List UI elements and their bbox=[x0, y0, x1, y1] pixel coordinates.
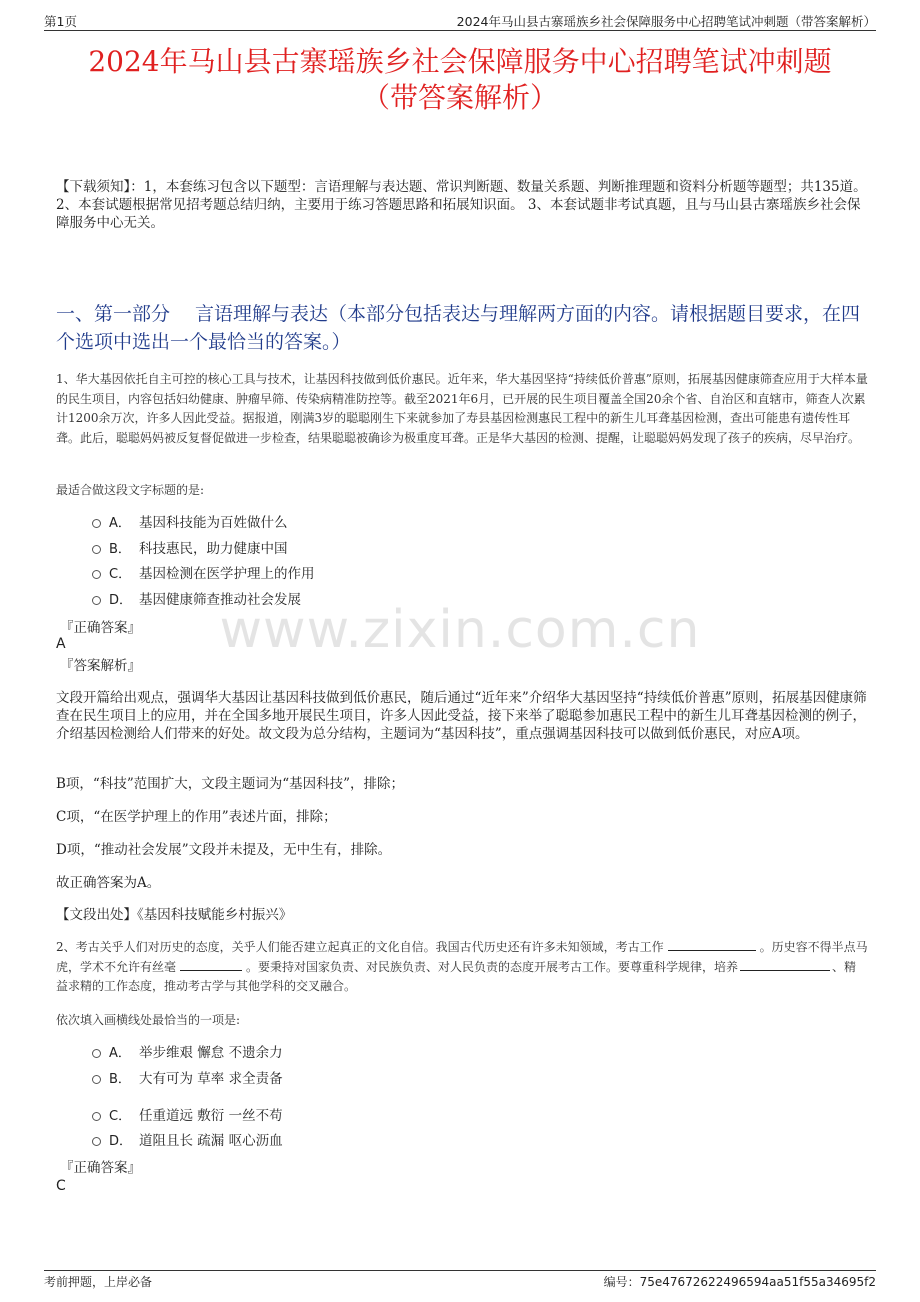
option-text: 科技惠民，助力健康中国 bbox=[139, 541, 288, 557]
q2-answer: C bbox=[56, 1178, 66, 1194]
option-text: 道阻且长 疏漏 呕心沥血 bbox=[139, 1133, 283, 1149]
option-letter: B． bbox=[109, 542, 131, 557]
question-2-prompt: 依次填入画横线处最恰当的一项是: bbox=[56, 1013, 241, 1027]
section-heading: 一、第一部分 言语理解与表达（本部分包括表达与理解两方面的内容。请根据题目要求，在四个选项中选出一个最恰当的答案。） bbox=[56, 303, 861, 353]
page-number: 第1页 bbox=[44, 14, 77, 29]
footer-doc-id: 编号：75e47672622496594aa51f55a34695f2 bbox=[603, 1275, 876, 1289]
q1-analysis-label: 『答案解析』 bbox=[60, 658, 141, 674]
q1-option-a[interactable] bbox=[92, 513, 288, 534]
q1-answer-label: 『正确答案』 bbox=[60, 620, 141, 636]
question-1-prompt: 最适合做这段文字标题的是: bbox=[56, 483, 205, 497]
footer-slogan: 考前押题，上岸必备 bbox=[44, 1275, 153, 1289]
q2-option-d[interactable] bbox=[92, 1131, 283, 1152]
q2-option-a[interactable] bbox=[92, 1043, 283, 1064]
fill-blank-2 bbox=[180, 958, 242, 971]
option-letter: D． bbox=[109, 1134, 133, 1149]
radio-icon[interactable] bbox=[92, 1075, 101, 1084]
radio-icon[interactable] bbox=[92, 1137, 101, 1146]
question-1-stem: 1、华大基因依托自主可控的核心工具与技术，让基因科技做到低价惠民。近年来，华大基因坚持“持续低价普惠”原则，拓展基因健康筛查应用于大样本量的民生项目，内容包括妇幼健康、肿瘤早筛、传染病精准防控等。截至2021年6月，已开展的民生项目覆盖全国20余个省、自治区和直辖市，筛查人次累计1200余万次，许多人因此受益。据报道，刚满3岁的聪聪刚生下来就参加了寿县基因检测惠民工程中的新生儿耳聋基因检测，查出可能患有遗传性耳聋。此后，聪聪妈妈被反复督促做进一步检查，结果聪聪被确诊为极重度耳聋。正是华大基因的检测、提醒，让聪聪妈妈发现了孩子的疾病，尽早治疗。 bbox=[56, 372, 868, 445]
q1-analysis-paragraph: 文段开篇给出观点，强调华大基因让基因科技做到低价惠民，随后通过“近年来”介绍华大基因坚持“持续低价普惠”原则，拓展基因健康筛查在民生项目上的应用，并在全国多地开展民生项目，许多人因此受益，接下来举了聪聪参加惠民工程中的新生儿耳聋基因检测的例子，介绍基因检测给人们带来的好处。故文段为总分结构，主题词为“基因科技”，重点强调基因科技可以做到低价惠民，对应A项。 bbox=[56, 690, 867, 742]
option-text: 大有可为 草率 求全责备 bbox=[139, 1071, 283, 1087]
q1-analysis-c: C项，“在医学护理上的作用”表述片面，排除； bbox=[56, 809, 337, 825]
option-letter: D． bbox=[109, 593, 133, 608]
fill-blank-3 bbox=[740, 958, 830, 971]
option-letter: A． bbox=[109, 516, 131, 531]
radio-icon[interactable] bbox=[92, 519, 101, 528]
header-doc-title: 2024年马山县古寨瑶族乡社会保障服务中心招聘笔试冲刺题（带答案解析） bbox=[456, 14, 876, 29]
page-footer bbox=[44, 1270, 876, 1289]
watermark: www.zixin.com.cn bbox=[219, 600, 701, 660]
stem-part: 2、考古关乎人们对历史的态度，关乎人们能否建立起真正的文化自信。我国古代历史还有许多未知领域，考古工作 bbox=[56, 940, 664, 954]
q1-analysis-conclusion: 故正确答案为A。 bbox=[56, 875, 161, 891]
option-text: 任重道远 敷衍 一丝不苟 bbox=[139, 1108, 283, 1124]
q1-option-c[interactable] bbox=[92, 564, 315, 585]
option-letter: A． bbox=[109, 1046, 131, 1061]
radio-icon[interactable] bbox=[92, 570, 101, 579]
option-letter: B． bbox=[109, 1072, 131, 1087]
option-letter: C． bbox=[109, 1109, 132, 1124]
title-line-2: （带答案解析） bbox=[361, 81, 558, 114]
q1-analysis-d: D项，“推动社会发展”文段并未提及，无中生有，排除。 bbox=[56, 842, 392, 858]
document-title bbox=[0, 44, 920, 116]
fill-blank-1 bbox=[668, 938, 756, 951]
q1-analysis-b: B项，“科技”范围扩大，文段主题词为“基因科技”，排除； bbox=[56, 776, 405, 792]
radio-icon[interactable] bbox=[92, 545, 101, 554]
radio-icon[interactable] bbox=[92, 1112, 101, 1121]
page-header bbox=[44, 12, 876, 31]
q1-source: 【文段出处】《基因科技赋能乡村振兴》 bbox=[56, 907, 293, 923]
q2-answer-label: 『正确答案』 bbox=[60, 1160, 141, 1176]
q1-option-b[interactable] bbox=[92, 539, 288, 560]
option-letter: C． bbox=[109, 567, 132, 582]
stem-part: 。历史容不得半点马虎，学术不允许有丝毫 bbox=[56, 940, 868, 974]
title-line-1: 2024年马山县古寨瑶族乡社会保障服务中心招聘笔试冲刺题 bbox=[88, 45, 832, 78]
stem-part: 、精益求精的工作态度，推动考古学与其他学科的交叉融合。 bbox=[56, 959, 857, 993]
option-text: 基因健康筛查推动社会发展 bbox=[139, 592, 301, 608]
radio-icon[interactable] bbox=[92, 1049, 101, 1058]
option-text: 举步维艰 懈怠 不遗余力 bbox=[139, 1045, 283, 1061]
q2-option-c[interactable] bbox=[92, 1106, 283, 1127]
stem-part: 。要秉持对国家负责、对民族负责、对人民负责的态度开展考古工作。要尊重科学规律，培养 bbox=[246, 959, 739, 974]
option-text: 基因科技能为百姓做什么 bbox=[139, 515, 288, 531]
option-text: 基因检测在医学护理上的作用 bbox=[139, 566, 315, 582]
download-notice: 【下载须知】：1，本套练习包含以下题型：言语理解与表达题、常识判断题、数量关系题、判断推理题和资料分析题等题型；共135道。 2、本套试题根据常见招考题总结归纳，主要用于练习答题思路和拓展知识面。 3、本套试题非考试真题，且与马山县古寨瑶族乡社会保障服务中心无关。 bbox=[56, 179, 867, 231]
question-2-stem bbox=[56, 938, 868, 997]
q1-answer: A bbox=[56, 636, 66, 652]
q2-option-b[interactable] bbox=[92, 1069, 283, 1090]
